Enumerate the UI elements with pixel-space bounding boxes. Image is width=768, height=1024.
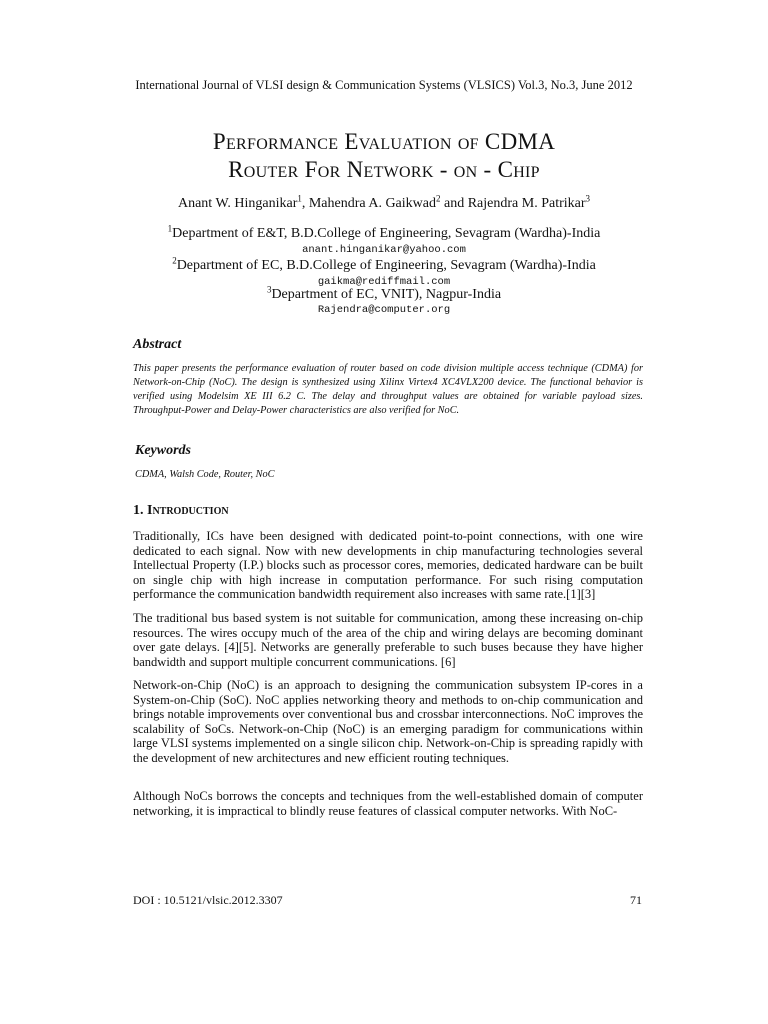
author-1: Anant W. Hinganikar [177, 196, 298, 211]
author-2-sup: 2 [436, 193, 441, 204]
paper-title [0, 128, 768, 184]
author-2: , Mahendra A. Gaikwad [301, 196, 436, 211]
affiliation-2 [0, 255, 768, 274]
affiliation-3-text: Department of EC, VNIT), Nagpur-India [271, 287, 502, 302]
affiliation-1-text: Department of E&T, B.D.College of Engineering, Sevagram (Wardha)-India [172, 226, 601, 241]
title-line-1: Performance Evaluation of CDMA [212, 129, 556, 154]
doi-footer: DOI : 10.5121/vlsic.2012.3307 [133, 893, 283, 907]
affiliation-3-sup: 3 [266, 284, 272, 295]
keywords-heading: Keywords [135, 443, 191, 458]
abstract-text: This paper presents the performance evaluation of router based on code division multiple access technique (CDMA) for Network-on-Chip (NoC). The design is synthesized using Xilinx Virtex4 XC4VLX200 device. The functional behavior is verified using Modelsim XE III 6.2 C. The delay and throughput values are obtained for variable payload sizes. Throughput-Power and Delay-Power characteristics are also verified for NoC. [133, 363, 643, 416]
section-number: 1. [133, 503, 147, 518]
page-number: 71 [630, 893, 642, 907]
paragraph-1: Traditionally, ICs have been designed with dedicated point-to-point connections, with one wire dedicated to each signal. Now with new developments in chip manufacturing technologies several Intellectual Property (I.P.) blocks such as processor cores, memories, dedicated hardware can be built on single chip with high increase in computation performance. For such rising computation performance the communication bandwidth requirement also increases with same rate.[1][3] [133, 529, 643, 602]
email-3: Rajendra@computer.org [317, 304, 451, 316]
email-2: gaikma@rediffmail.com [317, 276, 451, 288]
section-title: Introduction [147, 503, 229, 518]
author-1-sup: 1 [297, 193, 302, 204]
paragraph-2: The traditional bus based system is not suitable for communication, among these increasing on-chip resources. The wires occupy much of the area of the chip and wiring delays are becoming dominant over gate delays. [4][5]. Networks are generally preferable to such buses because they have higher bandwidth and support multiple concurrent communications. [6] [133, 611, 643, 669]
author-list [0, 193, 768, 212]
author-3-sup: 3 [585, 193, 591, 204]
abstract-heading: Abstract [133, 337, 182, 352]
paragraph-3: Network-on-Chip (NoC) is an approach to designing the communication subsystem IP-cores in a System-on-Chip (SoC). NoC applies networking theory and methods to on-chip communication and brings notable improvements over conventional bus and crossbar interconnections. NoC improves the scalability of SoCs. Network-on-Chip (NoC) is an emerging paradigm for communications within large VLSI systems implemented on a single silicon chip. Network-on-Chip is spreading rapidly with the development of new architectures and new efficient routing techniques. [133, 678, 643, 765]
affiliation-2-text: Department of EC, B.D.College of Engineering, Sevagram (Wardha)-India [176, 258, 596, 273]
paragraph-4: Although NoCs borrows the concepts and techniques from the well-established domain of computer networking, it is impractical to blindly reuse features of classical computer networks. With NoC- [133, 789, 643, 818]
section-heading [133, 503, 229, 519]
email-1: anant.hinganikar@yahoo.com [302, 244, 466, 256]
affiliation-1-sup: 1 [167, 223, 173, 234]
author-3: and Rajendra M. Patrikar [440, 196, 586, 211]
title-line-2: Router For Network - on - Chip [228, 157, 540, 182]
keywords-text: CDMA, Walsh Code, Router, NoC [135, 469, 275, 480]
affiliation-2-sup: 2 [172, 255, 177, 266]
journal-header: International Journal of VLSI design & Communication Systems (VLSICS) Vol.3, No.3, June 2012 [135, 78, 633, 92]
affiliation-3 [0, 284, 768, 303]
affiliation-1 [0, 223, 768, 242]
